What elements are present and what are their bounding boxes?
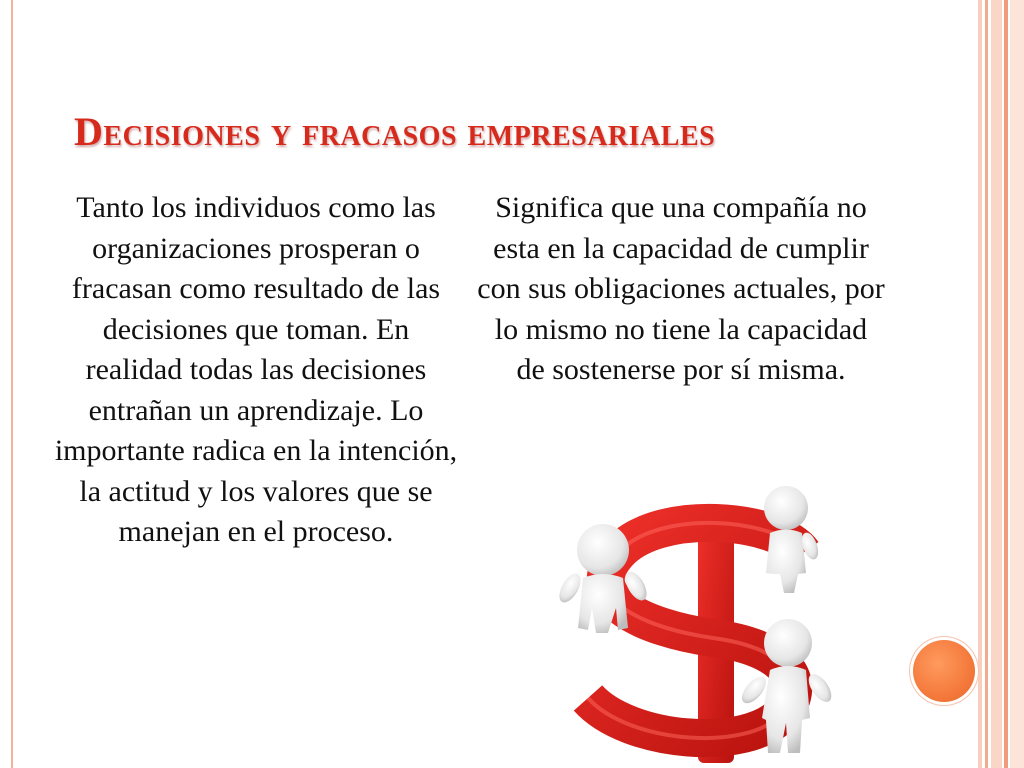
right-decor-stripe <box>978 0 982 768</box>
right-decor-stripe <box>991 0 1002 768</box>
right-paragraph: Significa que una compañía no esta en la capacidad de cumplir con sus obligaciones actuales, por lo mismo no tiene la capacidad de sostenerse por sí misma. <box>477 191 885 386</box>
decor-circle-icon <box>913 640 975 702</box>
slide-title: Decisiones y fracasos empresariales <box>74 109 716 154</box>
left-decor-line <box>11 0 13 768</box>
right-decor-stripe <box>1004 0 1008 768</box>
right-decor-stripe <box>985 0 988 768</box>
left-paragraph: Tanto los individuos como las organizaciones prosperan o fracasan como resultado de las decisiones que toman. En realidad todas las decisiones entrañan un aprendizaje. Lo importante radica en la intención, la actitud y los valores que se manejan en el proceso. <box>54 191 458 548</box>
dollar-figures-icon <box>548 478 868 763</box>
right-decor-stripe <box>1010 0 1024 768</box>
